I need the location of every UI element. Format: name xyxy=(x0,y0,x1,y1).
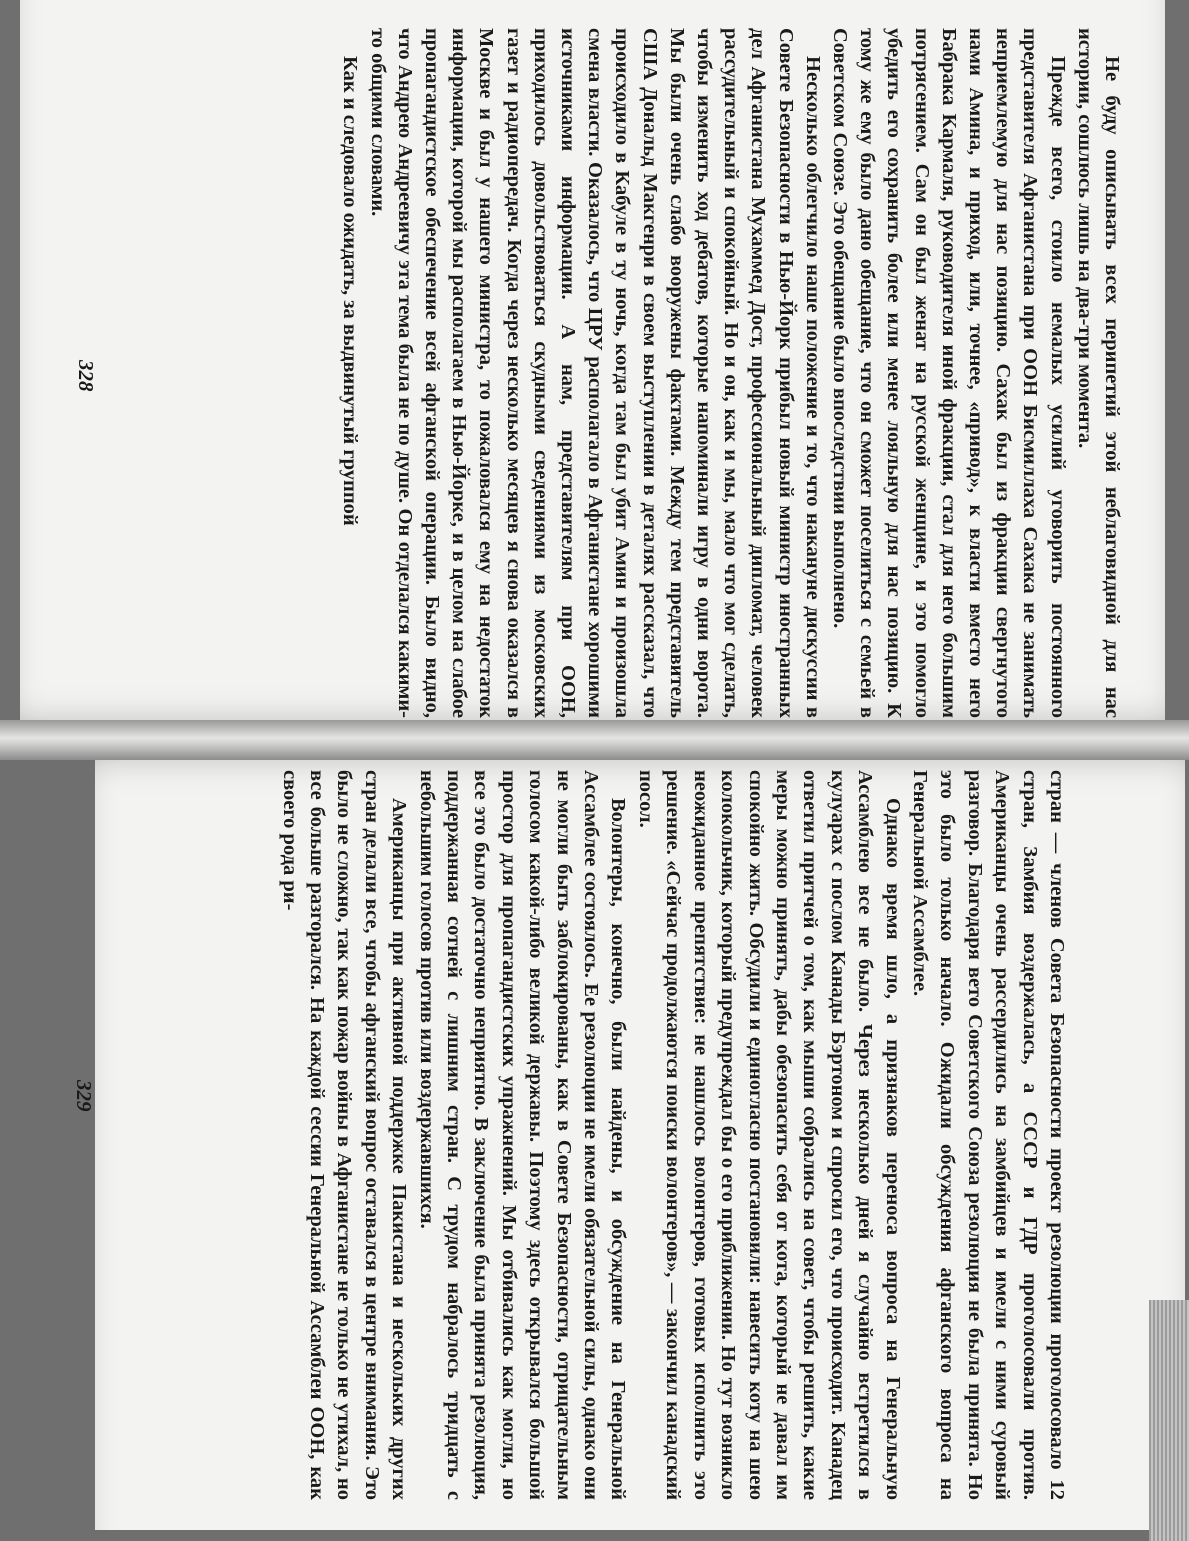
left-paragraph-4: Как и следовало ожидать, за выдвинутый группой xyxy=(339,56,362,526)
left-page-text xyxy=(336,28,1125,718)
left-paragraph-1: Не буду описывать всех перипетий этой неблаговидной для нас истории, сошлюсь лишь на два-три момента. xyxy=(1073,28,1123,718)
right-page-number: 329 xyxy=(72,1080,96,1112)
right-paragraph-1: стран — членов Совета Безопасности проект резолюции проголосовало 12 стран, Замбия воздержалась, а СССР и ГДР проголосовали против. Американцы очень рассердились на замбийцев и имели с ними суровый разговор. Благодаря вето Советского Союза резолюция не была принята. Но это было только начало. Ожидали обсуждения афганского вопроса на Генеральной Ассамблее. xyxy=(908,770,1068,1500)
right-paragraph-4: Американцы при активной поддержке Пакистана и нескольких других стран делали все, чтобы афганский вопрос оставался в центре внимания. Это было не сложно, так как пожар войны в Афганистане не только не утихал, но все больше разгорался. На каждой сессии Генеральной Ассамблеи ООН, как своего рода ри- xyxy=(278,770,411,1500)
book-spine xyxy=(0,720,1189,760)
page-edges xyxy=(1149,1300,1189,1541)
left-paragraph-2: Прежде всего, стоило немалых усилий уговорить постоянного представителя Афганистана при ООН Бисмиллаха Сахака не занимать неприемлемую для нас позицию. Сахак был из фракции свергнутого нами Амина, и приход, или, точнее, «привод», к власти вместо него Бабрака Кармаля, руководителя иной фракции, стал для него большим потрясением. Сам он был женат на русской женщине, и это помогло убедить его сохранить более или менее лояльную для нас позицию. К тому же ему было дано обещание, что он сможет поселиться с семьей в Советском Союзе. Это обещание было впоследствии выполнено. xyxy=(828,28,1069,718)
right-page-text xyxy=(275,770,1070,1500)
right-paragraph-3: Волонтеры, конечно, были найдены, и обсуждение на Генеральной Ассамблее состоялось. Ее резолюции не имели обязательной силы, однако они не могли быть заблокированы, как в Совете Безопасности, отрицательным голосом какой-либо великой державы. Поэтому здесь открывался большой простор для пропагандистских упражнений. Мы отбивались как могли, но все это было достаточно неприятно. В заключение была принята резолюция, поддержанная сотней с лишним стран. С трудом набралось тридцать с небольшим голосов против или воздержавшихся. xyxy=(415,770,630,1500)
right-paragraph-2: Однако время шло, а признаков переноса вопроса на Генеральную Ассамблею все не было. Через несколько дней я случайно встретился в кулуарах с послом Канады Бэртоном и спросил его, что происходит. Канадец ответил притчей о том, как мыши собрались на совет, чтобы решить, какие меры можно принять, дабы обезопасить себя от кота, который не давал им спокойно жить. Обсудили и единогласно постановили: навесить коту на шею колокольчик, который предупреждал бы о его приближении. Но тут возникло неожиданное препятствие: не нашлось волонтеров, готовых исполнить это решение. «Сейчас продолжаются поиски волонтеров», — закончил канадский посол. xyxy=(634,770,904,1500)
left-page-number: 328 xyxy=(74,360,98,392)
left-paragraph-3: Несколько облегчило наше положение и то, что накануне дискуссии в Совете Безопасности в Нью-Йорк прибыл новый министр иностранных дел Афганистана Мухаммед Дост, профессиональный дипломат, человек рассудительный и спокойный. Но и он, как и мы, мало что мог сделать, чтобы изменить ход дебатов, которые напоминали игру в одни ворота. Мы были очень слабо вооружены фактами. Между тем представитель США Дональд Макгенри в своем выступлении в деталях рассказал, что происходило в Кабуле в ту ночь, когда там был убит Амин и произошла смена власти. Оказалось, что ЦРУ располагало в Афганистане хорошими источниками информации. А нам, представителям при ООН, приходилось довольствоваться скудными сведениями из московских газет и радиопередач. Когда через несколько месяцев я снова оказался в Москве и был у нашего министра, то пожаловался ему на недостаток информации, которой мы располагаем в Нью-Йорке, и в целом на слабое пропагандистское обеспечение всей афганской операции. Было видно, что Андрею Андреевичу эта тема была не по душе. Он отделался какими-то общими словами. xyxy=(366,28,824,718)
